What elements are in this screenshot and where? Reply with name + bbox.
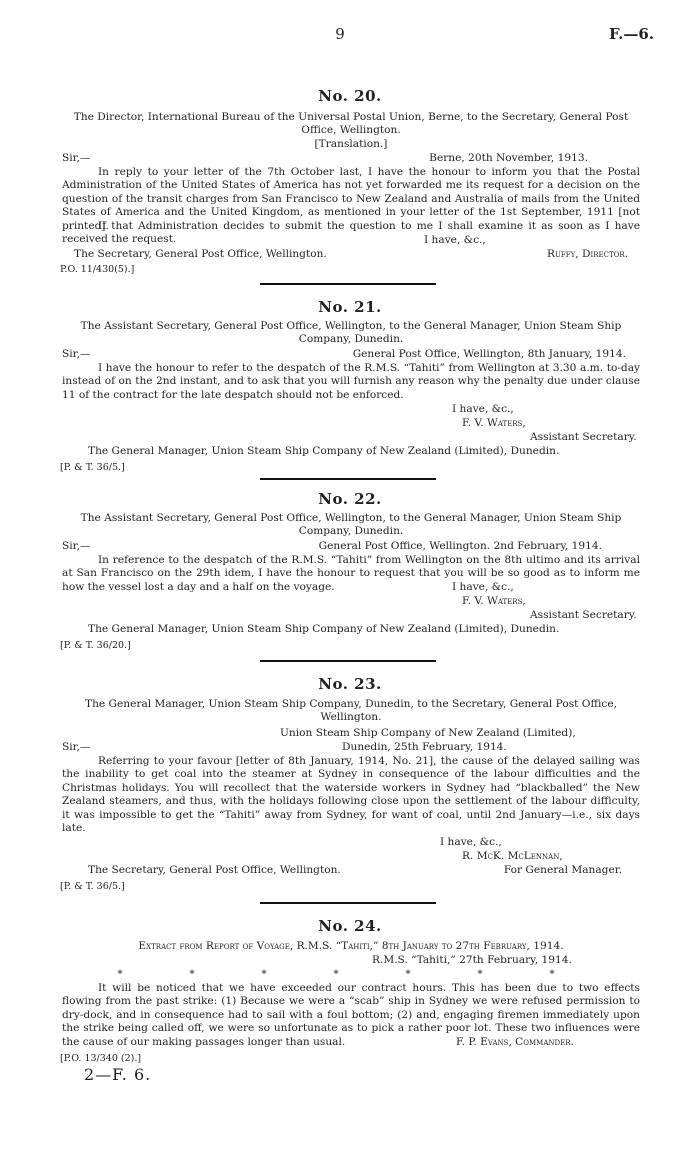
star: *: [549, 968, 555, 980]
page-number: 9: [335, 25, 345, 43]
star: *: [333, 968, 339, 980]
letter-22-place-date: General Post Office, Wellington. 2nd February, 1914.: [318, 540, 602, 552]
letter-22-closing: I have, &c.,: [452, 581, 514, 593]
letter-24-number: No. 24.: [318, 917, 382, 935]
letter-23-place-line-1: Union Steam Ship Company of New Zealand (Limited),: [280, 727, 576, 739]
letter-21-file-ref: [P. & T. 36/5.]: [60, 462, 125, 473]
letter-23-signature-title: For General Manager.: [503, 864, 622, 876]
letter-24-heading: Extract from Report of Voyage, R.M.S. “Tahiti,” 8th January to 27th February, 1914.: [138, 940, 564, 952]
letter-20-closing: I have, &c.,: [424, 234, 486, 246]
letter-24-place-date: R.M.S. “Tahiti,” 27th February, 1914.: [372, 954, 572, 966]
letter-23-salutation: Sir,—: [62, 741, 91, 753]
section-divider: [260, 902, 436, 904]
letter-20-addressee: The Secretary, General Post Office, Wellington.: [74, 248, 327, 260]
letter-24-signature: F. P. Evans, Commander.: [456, 1036, 574, 1048]
letter-20-number: No. 20.: [318, 87, 382, 105]
letter-21-place-date: General Post Office, Wellington, 8th January, 1914.: [352, 348, 626, 360]
letter-22-paragraph-1: In reference to the despatch of the R.M.S. “Tahiti” from Wellington on the 8th ultimo and its arrival at San Francisco on the 29th idem, I have the honour to request that you will be so good as to inform me how the vessel lost a day and a half on the voyage.: [62, 554, 640, 593]
letter-22-signature-title: Assistant Secretary.: [530, 609, 637, 621]
letter-21-signature: F. V. Waters,: [462, 417, 526, 429]
letter-21-number: No. 21.: [318, 298, 382, 316]
letter-20-paragraph-2: If that Administration decides to submit the question to me I shall examine it as soon as I have received the request.: [62, 220, 640, 246]
letter-21-signature-title: Assistant Secretary.: [530, 431, 637, 443]
letter-20-place-date: Berne, 20th November, 1913.: [429, 152, 588, 164]
star: *: [405, 968, 411, 980]
letter-20-signature: Ruffy, Director.: [547, 248, 628, 260]
signature-mark: 2—F. 6.: [84, 1065, 152, 1084]
letter-23-number: No. 23.: [318, 675, 382, 693]
letter-23-closing: I have, &c.,: [440, 836, 502, 848]
letter-23-paragraph-1: Referring to your favour [letter of 8th January, 1914, No. 21], the cause of the delayed sailing was the inability to get coal into the steamer at Sydney in consequence of the labour difficulties and the Christmas holidays. You will recollect that the waterside workers in Sydney had “blackballed” the New Zealand steamers, and thus, with the holidays following close upon the settlement of the labour difficulty, it was impossible to get the “Tahiti” away from Sydney, for want of coal, until 2nd January—i.e., six days late.: [62, 755, 640, 835]
letter-21-salutation: Sir,—: [62, 348, 91, 360]
document-reference: F.—6.: [608, 25, 654, 43]
section-divider: [260, 478, 436, 480]
letter-20-file-ref: P.O. 11/430(5).]: [60, 264, 135, 275]
letter-23-signature: R. McK. McLennan,: [462, 850, 563, 862]
letter-22-signature: F. V. Waters,: [462, 595, 526, 607]
letter-21-heading: The Assistant Secretary, General Post Office, Wellington, to the General Manager, Union Steam Ship Company, Dunedin.: [80, 320, 622, 346]
letter-24-file-ref: [P.O. 13/340 (2).]: [60, 1053, 142, 1064]
letter-21-paragraph-1: I have the honour to refer to the despatch of the R.M.S. “Tahiti” from Wellington at 3.30 a.m. to-day instead of on the 2nd instant, and to ask that you will furnish any reason why the penalty due under clause 11 of the contract for the late despatch should not be enforced.: [62, 362, 640, 401]
letter-21-closing: I have, &c.,: [452, 403, 514, 415]
letter-22-file-ref: [P. & T. 36/20.]: [60, 640, 131, 651]
letter-22-heading: The Assistant Secretary, General Post Office, Wellington, to the General Manager, Union Steam Ship Company, Dunedin.: [80, 512, 622, 538]
star: *: [189, 968, 195, 980]
letter-22-addressee: The General Manager, Union Steam Ship Company of New Zealand (Limited), Dunedin.: [88, 623, 560, 635]
letter-24-paragraph-1: It will be noticed that we have exceeded our contract hours. This has been due to two effects flowing from the past strike: (1) Because we were a “scab” ship in Sydney we were refused permission to dry-dock, and in consequence had to sail with a foul bottom; (2) and, engaging firemen immediately upon the strike being called off, we were so unfortunate as to pick a rather poor lot. These two influences were the cause of our making passages longer than usual.: [62, 982, 640, 1048]
star: *: [117, 968, 123, 980]
letter-20-note: [Translation.]: [314, 138, 388, 150]
letter-23-place-line-2: Dunedin, 25th February, 1914.: [342, 741, 507, 753]
section-divider: [260, 660, 436, 662]
star: *: [261, 968, 267, 980]
letter-20-heading: The Director, International Bureau of the Universal Postal Union, Berne, to the Secretary, General Post Office, Wellington.: [73, 111, 629, 137]
letter-23-heading: The General Manager, Union Steam Ship Company, Dunedin, to the Secretary, General Post Office, Wellington.: [85, 698, 617, 724]
letter-22-salutation: Sir,—: [62, 540, 91, 552]
letter-22-number: No. 22.: [318, 490, 382, 508]
letter-23-addressee: The Secretary, General Post Office, Wellington.: [88, 864, 341, 876]
letter-23-file-ref: [P. & T. 36/5.]: [60, 881, 125, 892]
section-divider: [260, 283, 436, 285]
star: *: [477, 968, 483, 980]
letter-21-addressee: The General Manager, Union Steam Ship Company of New Zealand (Limited), Dunedin.: [88, 445, 560, 457]
letter-20-paragraph-1: In reply to your letter of the 7th October last, I have the honour to inform you that the Postal Administration of the United States of America has not yet forwarded me its request for a decision on the question of the transit charges from San Francisco to New Zealand and Australia of mails from the United States of America and the United Kingdom, as mentioned in your letter of the 1st September, 1911 [not printed].: [62, 166, 640, 232]
ellipsis-stars: [84, 968, 604, 981]
letter-20-salutation: Sir,—: [62, 152, 91, 164]
